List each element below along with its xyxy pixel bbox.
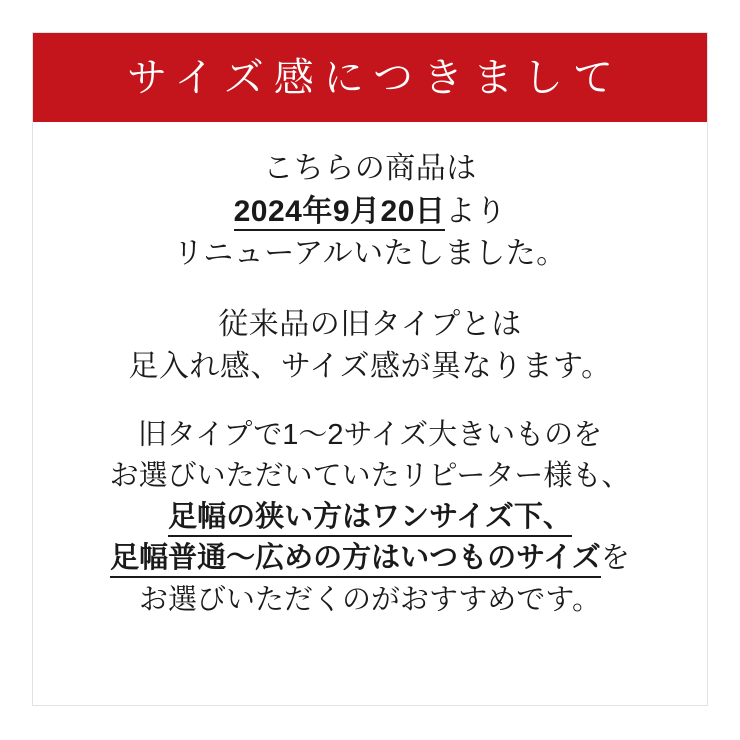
wide-foot-advice: 足幅普通〜広めの方はいつものサイズ [110, 542, 601, 578]
paragraph-fit-difference [53, 304, 687, 389]
renewal-line-2 [53, 191, 687, 234]
recommend-line-2: お選びいただいていたリピーター様も、 [109, 460, 631, 493]
fit-line-1: 従来品の旧タイプとは [218, 307, 522, 341]
card-body [33, 122, 707, 705]
renewal-date-suffix: より [445, 194, 507, 228]
recommend-line-3 [53, 497, 687, 538]
renewal-line-1: こちらの商品は [263, 152, 477, 185]
narrow-foot-advice: 足幅の狭い方はワンサイズ下、 [168, 501, 572, 537]
banner-header [33, 33, 707, 122]
fit-line-2: 足入れ感、サイズ感が異なります。 [128, 350, 612, 384]
wide-foot-advice-suffix: を [600, 542, 630, 575]
paragraph-renewal-notice [53, 148, 687, 276]
info-card [32, 32, 708, 706]
banner-title: サイズ感につきまして [127, 55, 623, 100]
recommend-line-1: 旧タイプで1〜2サイズ大きいものを [137, 418, 603, 451]
paragraph-size-recommendation [53, 415, 687, 621]
renewal-date: 2024年9月20日 [234, 195, 446, 231]
recommend-line-5: お選びいただくのがおすすめです。 [139, 583, 601, 616]
recommend-line-4 [53, 538, 687, 579]
renewal-line-3: リニューアルいたしました。 [173, 237, 567, 271]
